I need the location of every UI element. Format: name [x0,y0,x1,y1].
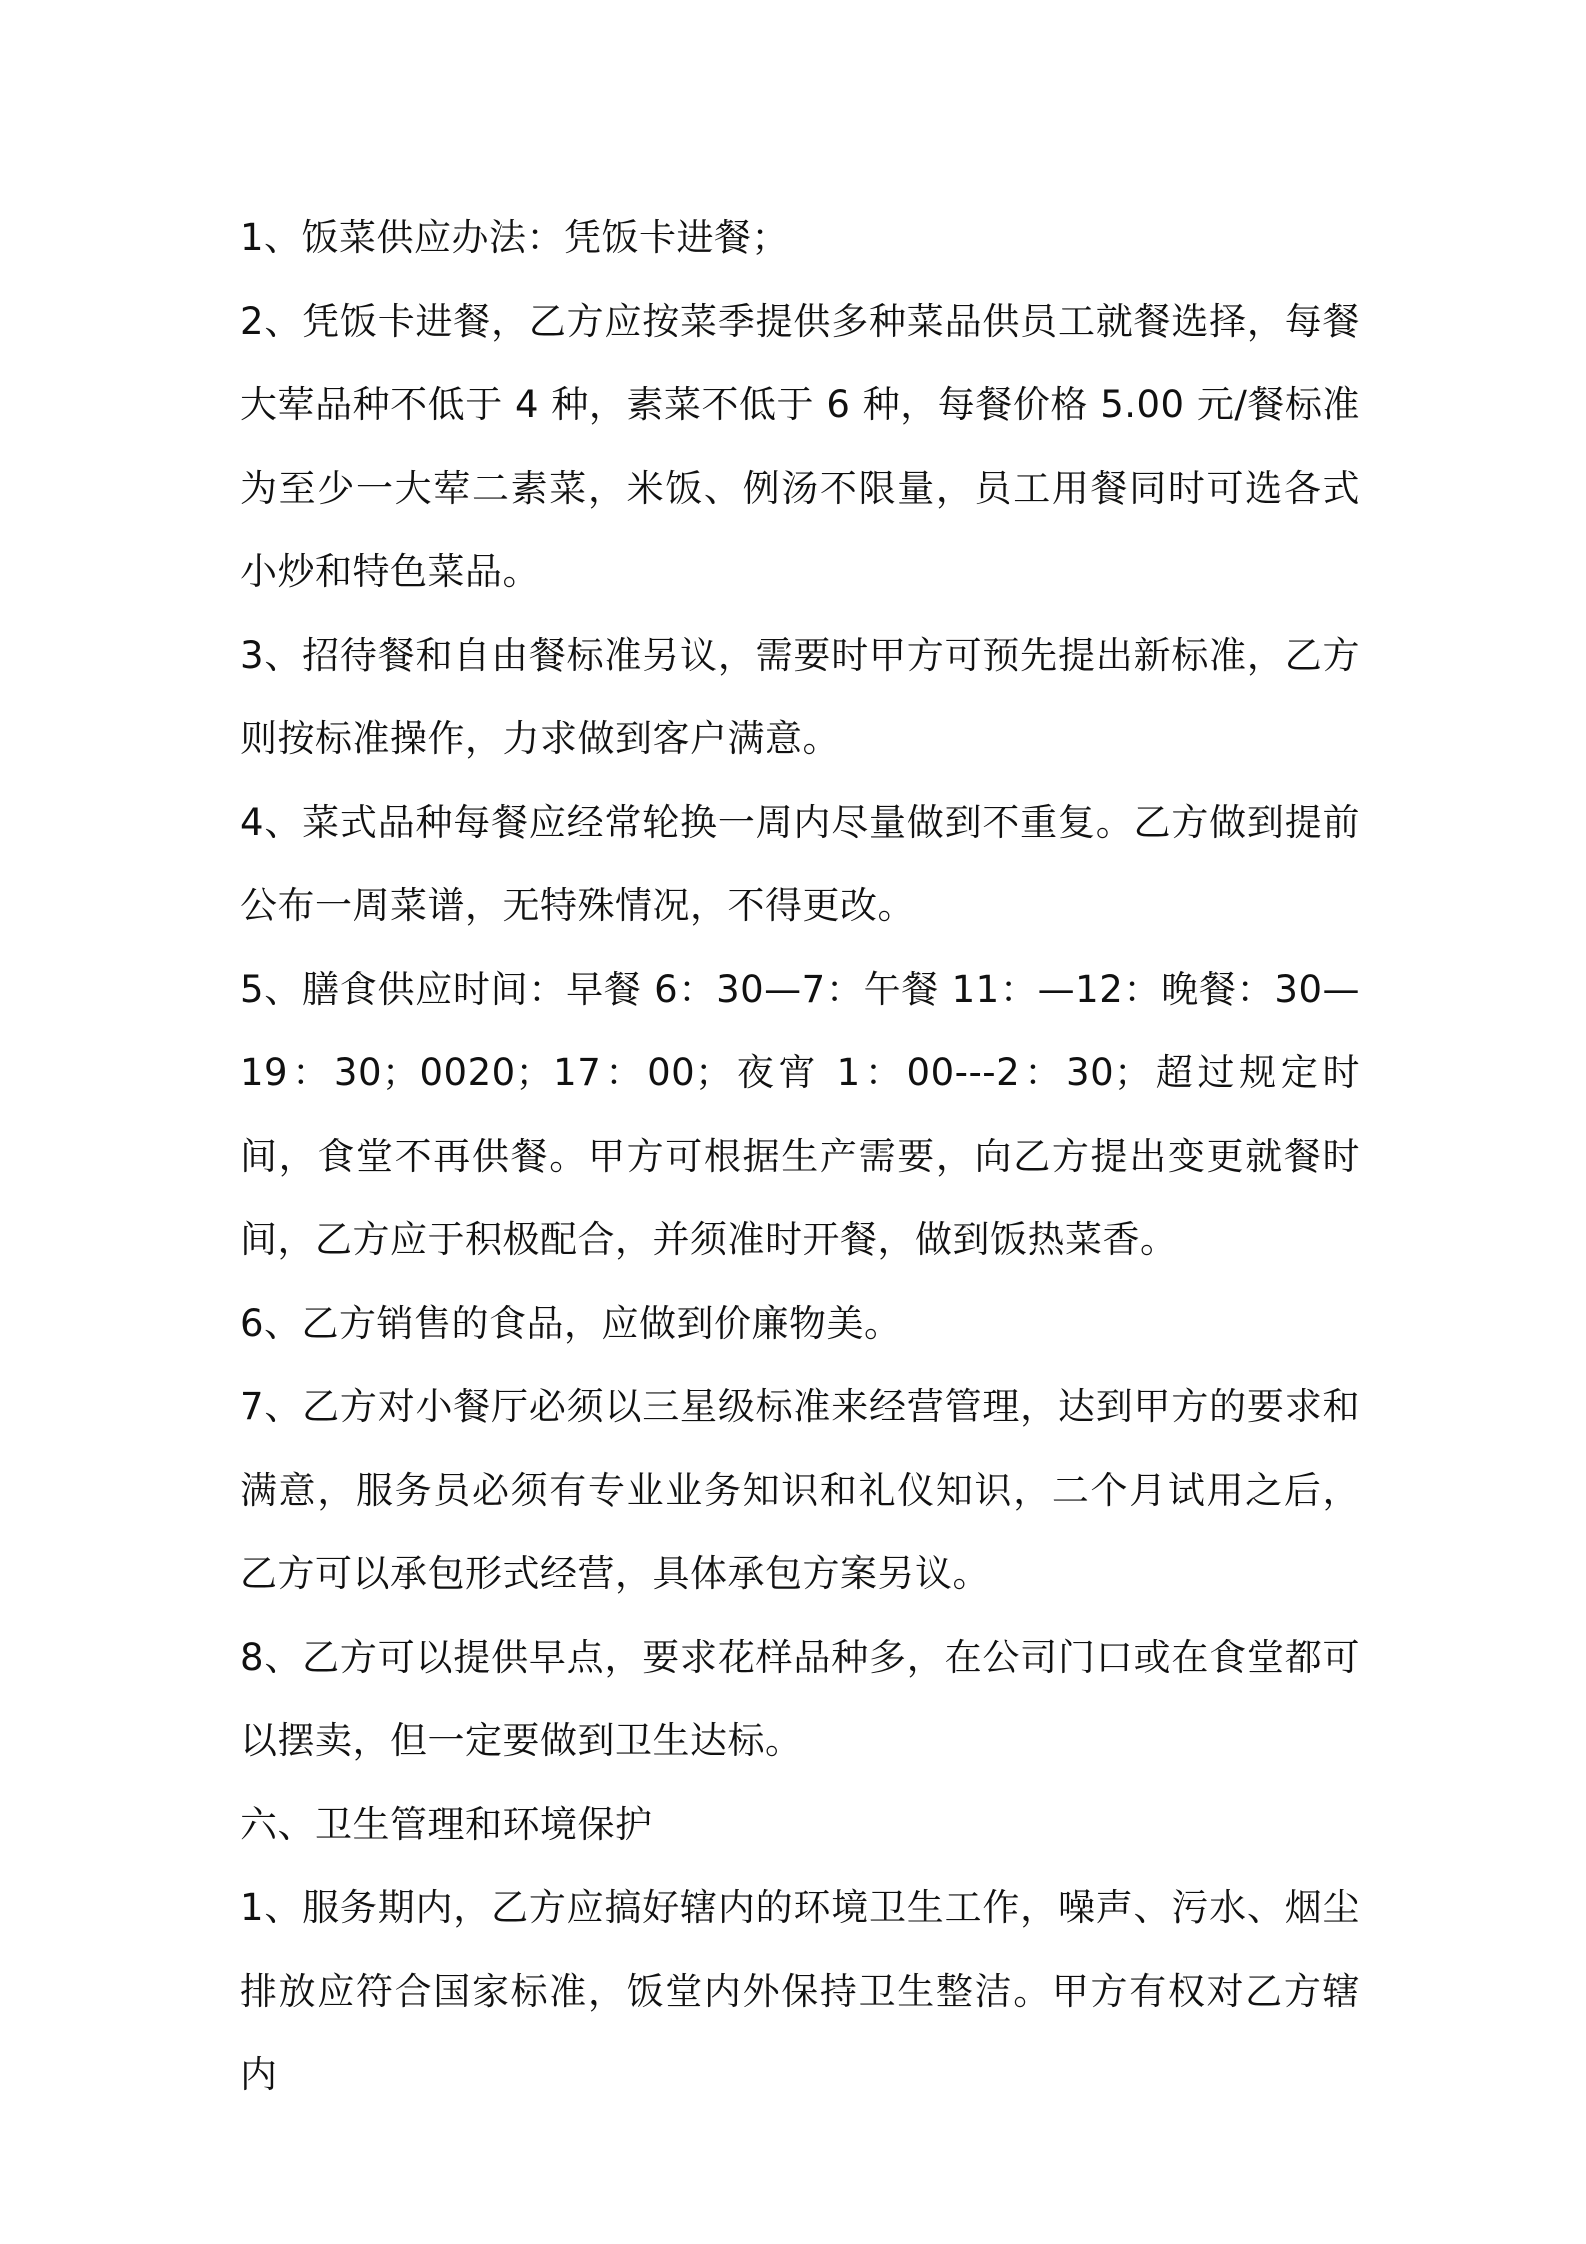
paragraph-breakfast: 8、乙方可以提供早点，要求花样品种多，在公司门口或在食堂都可以摆卖，但一定要做到卫生达标。 [240,1635,1360,1762]
document-body [240,196,1360,2117]
section-heading-hygiene: 六、卫生管理和环境保护 [240,1802,653,1846]
paragraph-food-pricing: 6、乙方销售的食品，应做到价廉物美。 [240,1301,902,1345]
paragraph-meal-times: 5、膳食供应时间：早餐 6：30—7：午餐 11：—12：晚餐：30—19：30；0020；17：00；夜宵 1：00---2：30；超过规定时间，食堂不再供餐。甲方可根据生产需要，向乙方提出变更就餐时间，乙方应于积极配合，并须准时开餐，做到饭热菜香。 [240,967,1360,1261]
paragraph-meal-card-dining: 2、凭饭卡进餐，乙方应按菜季提供多种菜品供员工就餐选择，每餐大荤品种不低于 4 种，素菜不低于 6 种，每餐价格 5.00 元/餐标准为至少一大荤二素菜，米饭、例汤不限量，员工用餐同时可选各式小炒和特色菜品。 [240,299,1360,593]
paragraph-meal-supply-method: 1、饭菜供应办法：凭饭卡进餐； [240,216,790,259]
paragraph-small-restaurant: 7、乙方对小餐厅必须以三星级标准来经营管理，达到甲方的要求和满意，服务员必须有专业业务知识和礼仪知识，二个月试用之后，乙方可以承包形式经营，具体承包方案另议。 [240,1385,1360,1595]
paragraph-reception-meals: 3、招待餐和自由餐标准另议，需要时甲方可预先提出新标准，乙方则按标准操作，力求做到客户满意。 [240,633,1360,760]
paragraph-environment-hygiene: 1、服务期内，乙方应搞好辖内的环境卫生工作，噪声、污水、烟尘排放应符合国家标准，饭堂内外保持卫生整洁。甲方有权对乙方辖内 [240,1886,1360,2096]
paragraph-menu-rotation: 4、菜式品种每餐应经常轮换一周内尽量做到不重复。乙方做到提前公布一周菜谱，无特殊情况，不得更改。 [240,800,1360,927]
